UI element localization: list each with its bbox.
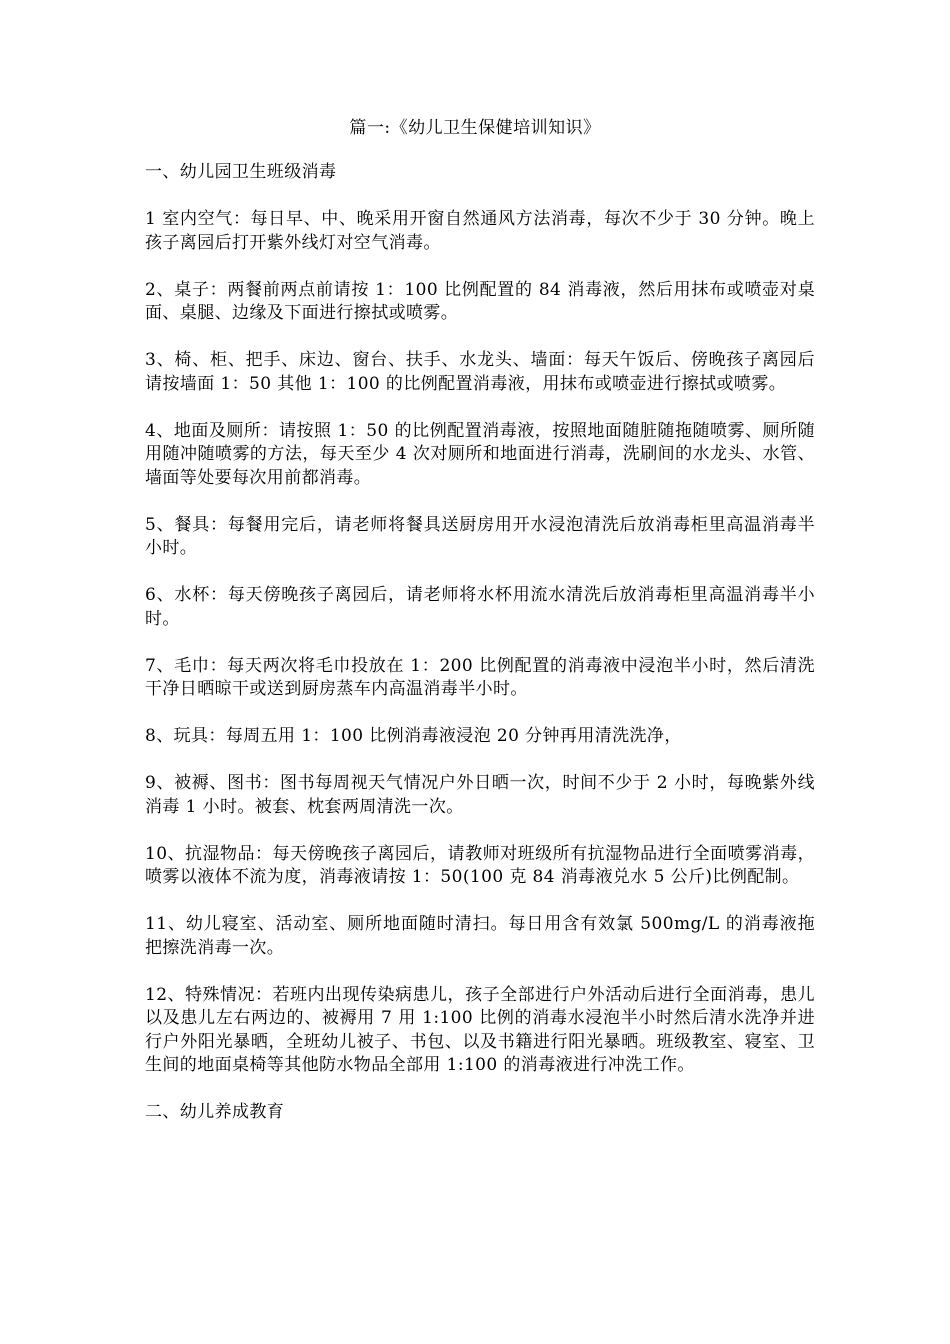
document-title: 篇一:《幼儿卫生保健培训知识》 (349, 118, 601, 138)
document-body (145, 161, 815, 1148)
section-heading-1: 一、幼儿园卫生班级消毒 (145, 162, 337, 182)
paragraph-12: 12、特殊情况：若班内出现传染病患儿，孩子全部进行户外活动后进行全面消毒，患儿以及患儿左右两边的、被褥用 7 用 1:100 比例的消毒水浸泡半小时然后清水洗净并进行户外阳光暴晒，全班幼儿被子、书包、以及书籍进行阳光暴晒。班级教室、寝室、卫生间的地面桌椅等其他防水物品全部用 1:100 的消毒液进行冲洗工作。 (145, 984, 815, 1075)
paragraph-4: 4、地面及厕所：请按照 1：50 的比例配置消毒液，按照地面随脏随拖随喷雾、厕所随用随冲随喷雾的方法，每天至少 4 次对厕所和地面进行消毒，洗刷间的水龙头、水管、墙面等处要每次用前都消毒。 (145, 420, 815, 488)
paragraph-5: 5、餐具：每餐用完后，请老师将餐具送厨房用开水浸泡清洗后放消毒柜里高温消毒半小时。 (145, 514, 815, 558)
paragraph-1: 1 室内空气：每日早、中、晚采用开窗自然通风方法消毒，每次不少于 30 分钟。晚上孩子离园后打开紫外线灯对空气消毒。 (145, 209, 815, 253)
paragraph-7: 7、毛巾：每天两次将毛巾投放在 1：200 比例配置的消毒液中浸泡半小时，然后清洗干净日晒晾干或送到厨房蒸车内高温消毒半小时。 (145, 655, 815, 699)
paragraph-2: 2、桌子：两餐前两点前请按 1：100 比例配置的 84 消毒液，然后用抹布或喷壶对桌面、桌腿、边缘及下面进行擦拭或喷雾。 (145, 279, 815, 323)
paragraph-10: 10、抗湿物品：每天傍晚孩子离园后，请教师对班级所有抗湿物品进行全面喷雾消毒，喷雾以液体不流为度，消毒液请按 1：50(100 克 84 消毒液兑水 5 公斤)比例配制。 (145, 843, 815, 887)
paragraph-8: 8、玩具：每周五用 1：100 比例消毒液浸泡 20 分钟再用清洗洗净， (145, 726, 682, 746)
paragraph-9: 9、被褥、图书：图书每周视天气情况户外日晒一次，时间不少于 2 小时，每晚紫外线消毒 1 小时。被套、枕套两周清洗一次。 (145, 773, 815, 817)
paragraph-3: 3、椅、柜、把手、床边、窗台、扶手、水龙头、墙面：每天午饭后、傍晚孩子离园后请按墙面 1：50 其他 1：100 的比例配置消毒液，用抹布或喷壶进行擦拭或喷雾。 (145, 350, 815, 394)
section-heading-2: 二、幼儿养成教育 (145, 1102, 285, 1122)
paragraph-11: 11、幼儿寝室、活动室、厕所地面随时清扫。每日用含有效氯 500mg/L 的消毒液拖把擦洗消毒一次。 (145, 914, 815, 958)
paragraph-6: 6、水杯：每天傍晚孩子离园后，请老师将水杯用流水清洗后放消毒柜里高温消毒半小时。 (145, 585, 815, 629)
